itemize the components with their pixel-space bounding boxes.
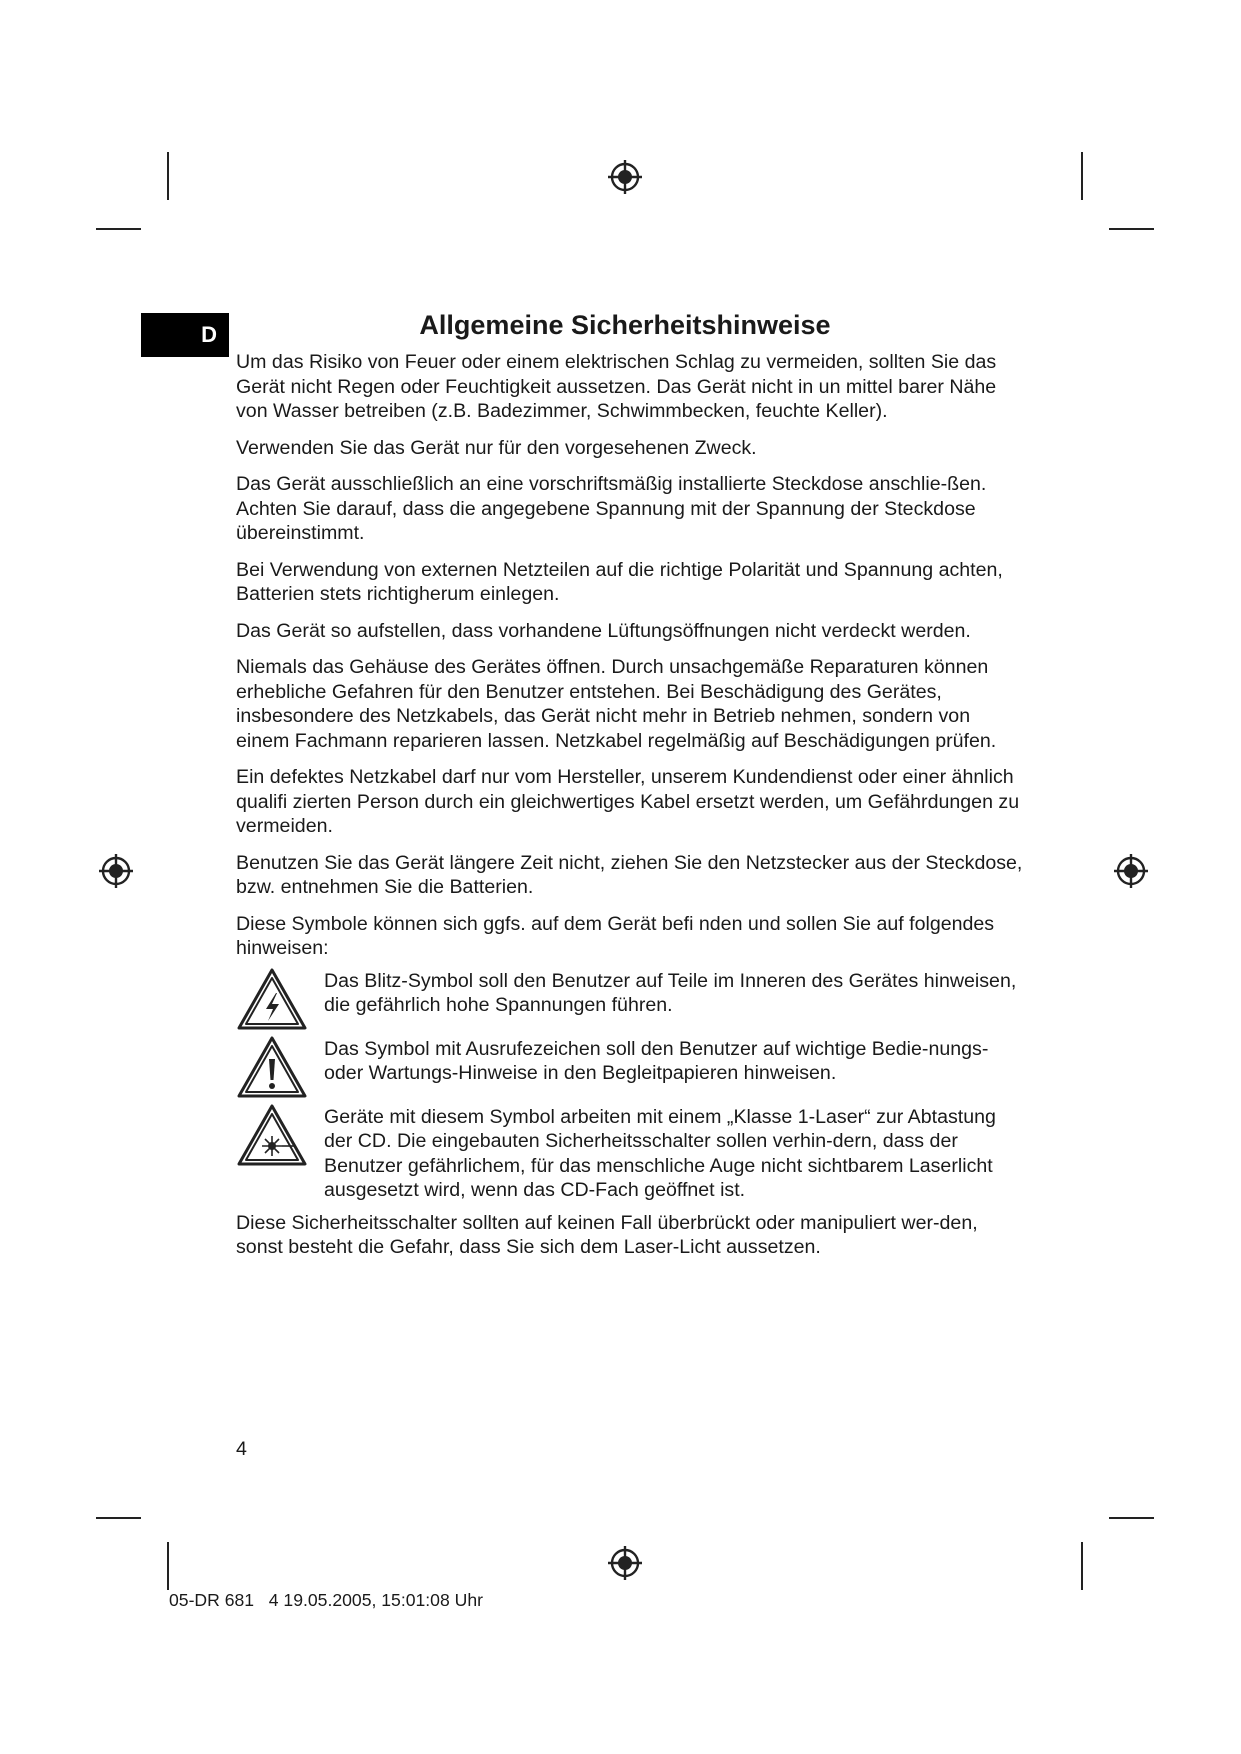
laser-warning-icon bbox=[236, 1103, 308, 1167]
closing-paragraph: Diese Sicherheitsschalter sollten auf keinen Fall überbrückt oder manipuliert wer-den, sonst besteht die Gefahr, dass Sie sich dem Laser-Licht aussetzen. bbox=[236, 1211, 978, 1258]
crop-mark bbox=[96, 1517, 141, 1519]
symbol-description: Geräte mit diesem Symbol arbeiten mit einem „Klasse 1-Laser“ zur Abtastung der CD. Die eingebauten Sicherheitsschalter sollen verhin-dern, dass der Benutzer gefährlichem, für das menschliche Auge nicht sichtbarem Laserlicht ausgesetzt wird, wenn das CD-Fach geöffnet ist. bbox=[324, 1105, 996, 1201]
safety-text-body bbox=[236, 350, 1026, 1272]
paragraph: Niemals das Gehäuse des Gerätes öffnen. Durch unsachgemäße Reparaturen können erhebliche Gefahren für den Benutzer entstehen. Bei Beschädigung des Gerätes, insbesondere des Netzkabels, das Gerät nicht mehr in Betrieb nehmen, sondern von einem Fachmann reparieren lassen. Netzkabel regelmäßig auf Beschädigungen prüfen. bbox=[236, 656, 997, 752]
exclamation-warning-icon bbox=[236, 1035, 308, 1099]
print-footer: 05-DR 681 4 19.05.2005, 15:01:08 Uhr bbox=[169, 1590, 483, 1610]
language-tab bbox=[141, 313, 229, 357]
symbol-row-lightning bbox=[236, 969, 1026, 1031]
paragraph: Das Gerät ausschließlich an eine vorschriftsmäßig installierte Steckdose anschlie-ßen. Achten Sie darauf, dass die angegebene Spannung mit der Spannung der Steckdose übereinstimmt. bbox=[236, 473, 987, 544]
crop-mark bbox=[1081, 1542, 1083, 1590]
symbol-description: Das Blitz-Symbol soll den Benutzer auf Teile im Inneren des Gerätes hinweisen, die gefährlich hohe Spannungen führen. bbox=[324, 969, 1017, 1016]
paragraph: Um das Risiko von Feuer oder einem elektrischen Schlag zu vermeiden, sollten Sie das Gerät nicht Regen oder Feuchtigkeit aussetzen. Das Gerät nicht in un mittel barer Nähe von Wasser betreiben (z.B. Badezimmer, Schwimmbecken, feuchte Keller). bbox=[236, 351, 997, 422]
lightning-warning-icon bbox=[236, 967, 308, 1031]
language-tab-label: D bbox=[201, 322, 217, 347]
symbol-row-exclamation bbox=[236, 1037, 1026, 1099]
symbol-description: Das Symbol mit Ausrufezeichen soll den Benutzer auf wichtige Bedie-nungs- oder Wartungs-Hinweise in den Begleitpapieren hinweisen. bbox=[324, 1037, 989, 1084]
registration-mark-icon bbox=[607, 1545, 643, 1581]
symbol-row-laser bbox=[236, 1105, 1026, 1203]
paragraph: Ein defektes Netzkabel darf nur vom Hersteller, unserem Kundendienst oder einer ähnlich qualifi zierten Person durch ein gleichwertiges Kabel ersetzt werden, um Gefährdungen zu vermeiden. bbox=[236, 766, 1020, 837]
registration-mark-icon bbox=[98, 853, 134, 889]
paragraph: Diese Symbole können sich ggfs. auf dem Gerät befi nden und sollen Sie auf folgendes hinweisen: bbox=[236, 912, 995, 959]
paragraph: Das Gerät so aufstellen, dass vorhandene Lüftungsöffnungen nicht verdeckt werden. bbox=[236, 619, 971, 642]
registration-mark-icon bbox=[607, 159, 643, 195]
crop-mark bbox=[1109, 1517, 1154, 1519]
crop-mark bbox=[167, 1542, 169, 1590]
registration-mark-icon bbox=[1113, 853, 1149, 889]
page-title: Allgemeine Sicherheitshinweise bbox=[419, 310, 831, 340]
paragraph: Verwenden Sie das Gerät nur für den vorgesehenen Zweck. bbox=[236, 436, 757, 459]
crop-mark bbox=[167, 152, 169, 200]
crop-mark bbox=[1081, 152, 1083, 200]
paragraph: Bei Verwendung von externen Netzteilen auf die richtige Polarität und Spannung achten, Batterien stets richtigherum einlegen. bbox=[236, 558, 1003, 605]
paragraph: Benutzen Sie das Gerät längere Zeit nicht, ziehen Sie den Netzstecker aus der Steckdose, bzw. entnehmen Sie die Batterien. bbox=[236, 851, 1023, 898]
crop-mark bbox=[96, 228, 141, 230]
page-number: 4 bbox=[236, 1438, 247, 1460]
crop-mark bbox=[1109, 228, 1154, 230]
